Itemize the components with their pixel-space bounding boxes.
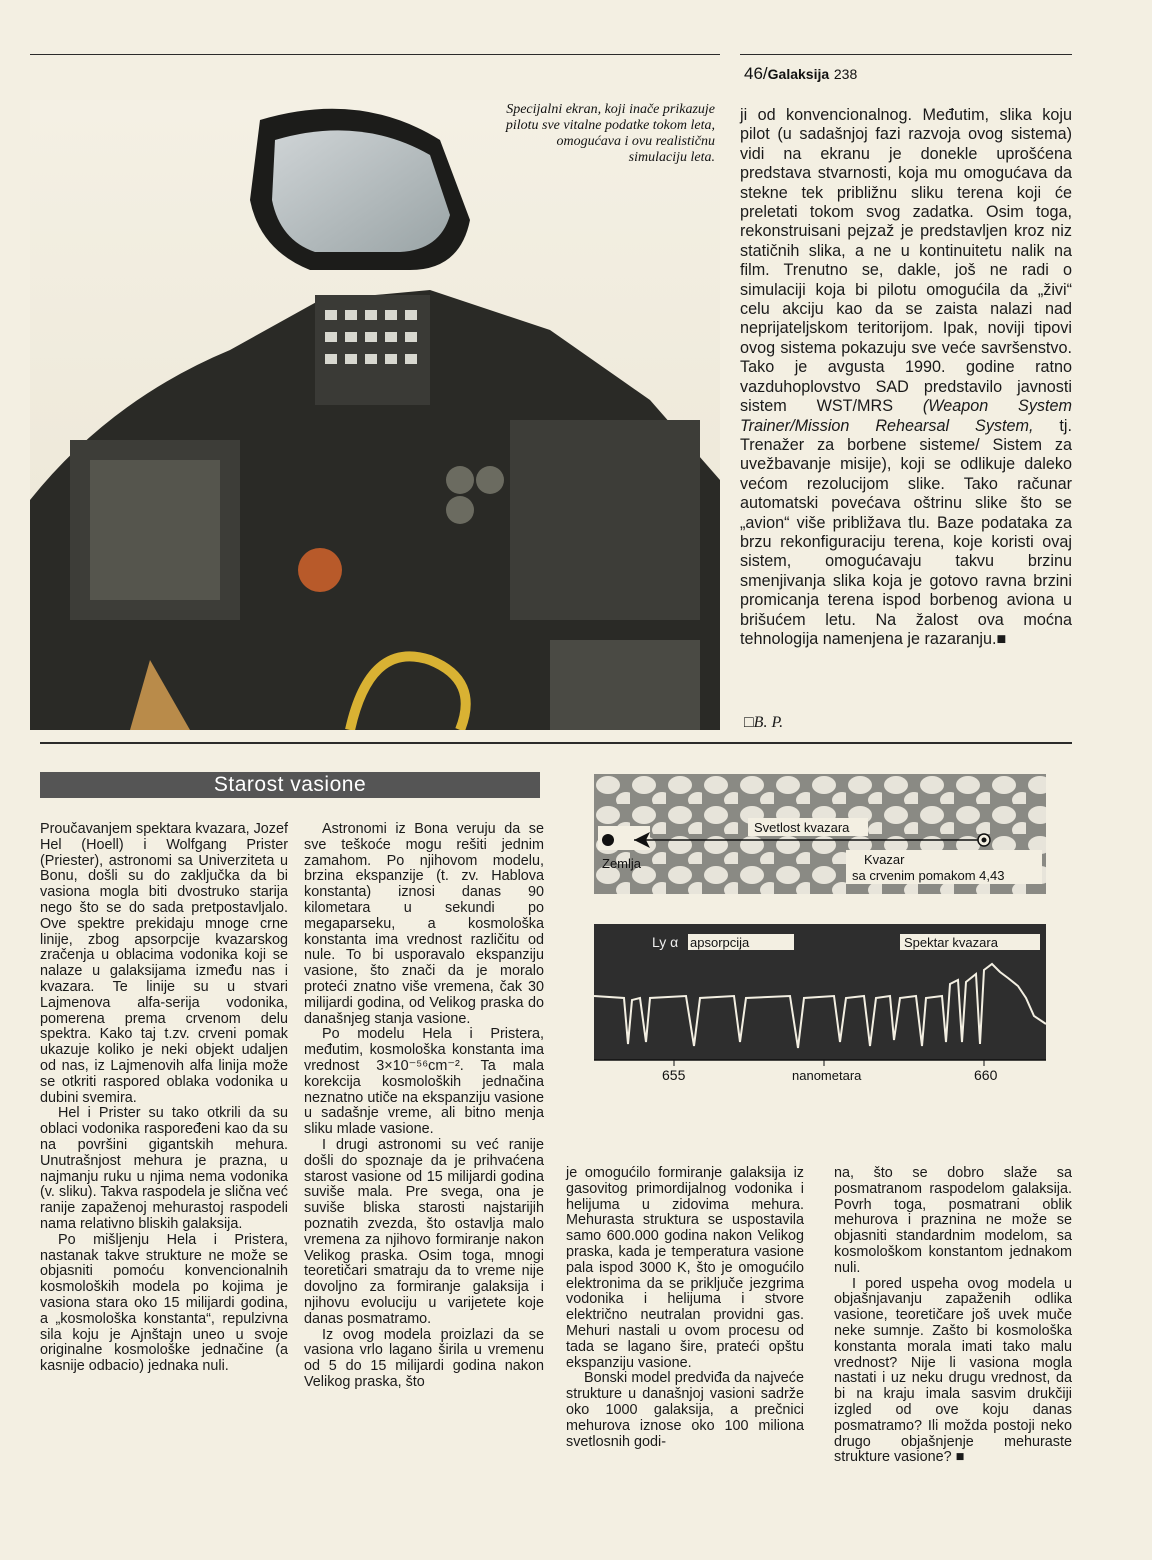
top-article-paragraph: ji od konvencionalnog. Međutim, slika koju pilot (u sadašnjoj fazi razvoja ovog sistema) vidi na ekranu je donekle uprošćena predstava stvarnosti, koja mu omogućava da stekne tek približnu sliku terena koji će preletati tokom svog zadatka. Osim toga, rekonstruisani pejzaž je predstavljen kroz niz statičnih slika, a ne u kontinuitetu nalik na film. Trenutno se, dakle, još ne radi o simulaciji koja bi pilotu omogućila da „živi“ celu akciju kao da se zaista nalazi nad neprijateljskom teritorijom. Ipak, noviji tipovi ovog sistema pokazuju sve veće savršenstvo. Tako je avgusta 1990. godine ratno vazduhoplovstvo SAD predstavilo javnosti sistem WST/MRS (Weapon System Trainer/Mission Rehearsal System, tj. Trenažer za borbene sisteme/ Sistem za uvežbavanje misije), koji se odlikuje daleko većom rezolucijom slike. Tako računar automatski povećava oštrinu slike što se „avion“ više približava tlu. Baze podataka za brzu rekonfiguraciju terena, koje koristi ovaj sistem, omogućavaju takvu brzinu smenjivanja slika koja je gotovo ravna brzini promicanja terena ispod borbenog aviona u brišućem letu. Na žalost ova moćna tehnologija namenjena je razaranju.■ [740,106,1072,648]
top-rule-left [30,54,720,55]
top-article-text-cont: tj. Trenažer za borbene sisteme/ Sistem za uvežbavanje misije), koji se odlikuje daleko većom rezolucijom slike. Tako računar automatski povećava oštrinu slike što se „avion“ više približava tlu. Baze podataka za brzu rekonfiguraciju terena, koje koristi ovaj sistem, omogućavaju takvu brzinu smenjivanja slika koja je gotovo ravna brzini promicanja terena ispod borbenog aviona u brišućem letu. Na žalost ova moćna tehnologija namenjena je razaranju. [740,416,1072,648]
col4-paragraph-2-text: I pored uspeha ovog modela u objašnjavanju zapaženih odlika vasione, teoretičare još uvek muče neke sumnje. Zašto bi kosmološka konstanta morala imati tako malu vrednost? Nije li vasiona mogla nastati i uz neku drugu vrednost, da bi na kraju imala sasvim drukčiji izgled od ove koju danas posmatramo? Ili možda postoji neko drugo objašnjenje mehuraste strukture vasione? [834,1275,1072,1466]
article-column-1 [40,822,288,1375]
top-rule-right [740,54,1072,55]
col4-paragraph-2: I pored uspeha ovog modela u objašnjavanju zapaženih odlika vasione, teoretičare još uvek muče neke sumnje. Zašto bi kosmološka konstanta morala imati tako malu vrednost? Nije li vasiona mogla nastati i uz neku drugu vrednost, da bi na kraju imala sasvim drukčiji izgled od ove koju danas posmatramo? Ili možda postoji neko drugo objašnjenje mehuraste strukture vasione? ■ [834,1275,1072,1466]
top-article-italic: (Weapon System Trainer/Mission Rehearsal System, [740,397,1072,435]
absorption-label: apsorpcija [690,935,750,950]
issue-number: 238 [833,66,858,82]
col1-paragraph-1: Proučavanjem spektara kvazara, Jozef Hel (Hoell) i Wolfgang Prister (Priester), astronomi sa Univerziteta u Bonu, došli su do zaključka da bi vasiona mogla biti dvostruko starija nego što se do sada pretpostavljalo. Ove spektre prekidaju mnoge crne linije, zbog apsorpcije kvazarskog zračenja u oblacima vodonika koji se nalaze u galaksijama između nas i kvazara. Te linije su u stvari Lajmenova alfa-serija vodonika, pomerena prema crvenom delu spektra. Kako taj t.zv. crveni pomak ukazuje koliko je neki objekt udaljen od nas, iz Lajmenovih alfa linija može se otkriti raspored oblaka vodonika u dubini svemira. [40,821,288,1106]
col2-paragraph-4: Iz ovog modela proizlazi da se vasiona vrlo lagano širila u vremenu od 5 do 15 milijardi godina nakon Velikog praska, što [304,1326,544,1390]
light-label: Svetlost kvazara [754,820,850,835]
col3-paragraph-2: Bonski model predviđa da najveće strukture u današnjoj vasioni sadrže oko 1000 galaksija, a prečnici mehurova iznose oko 100 miliona svetlosnih godi- [566,1370,804,1450]
col2-paragraph-1: Astronomi iz Bona veruju da se sve teškoće mogu rešiti jednim zamahom. Po njihovom modelu, brzina ekspanzije (t. zv. Hablova konstanta) iznosi danas 90 kilometara u sekundi po megaparseku, a kosmološka konstanta ima vrednost različitu od nule. To bi usporavalo ekspanziju vasione, što znači da je moralo proteći znatno više vremena, čak 30 milijardi godina, od Velikog praska do današnjeg stanja vasione. [304,821,544,1027]
col1-paragraph-3: Po mišljenju Hela i Pristera, nastanak takve strukture ne može se objasniti pomoću konvencionalnih kosmoloških modela po kojima je vasiona stara oko 15 milijardi godina, a „kosmološka konstanta“, repulzivna sila koju je Ajnštajn uneo u svoje originalne kosmološke jednačine (a kasnije odbacio) jednaka nuli. [40,1231,288,1375]
article-column-2 [304,822,544,1391]
top-article-text: ji od konvencionalnog. Međutim, slika koju pilot (u sadašnjoj fazi razvoja ovog sistema) vidi na ekranu je donekle uprošćena predstava stvarnosti, koja mu omogućava da stekne tek približnu sliku terena koji će preletati tokom svog zadatka. Osim toga, rekonstruisani pejzaž je predstavljen kroz niz statičnih slika, a ne u kontinuitetu nalik na film. Trenutno se, dakle, još ne radi o simulaciji koja bi pilotu omogućila da „živi“ celu akciju kao da se zaista nalazi nad neprijateljskom teritorijom. Ipak, noviji tipovi ovog sistema pokazuju sve veće savršenstvo. Tako je avgusta 1990. godine ratno vazduhoplovstvo SAD predstavilo javnosti sistem WST/MRS [740,106,1072,416]
article-title: Starost vasione [40,772,540,798]
tick-655: 655 [662,1067,686,1083]
quasar-light-diagram [594,774,1046,894]
section-rule [40,742,1072,744]
photo-caption: Specijalni ekran, koji inače prikazuje pilotu sve vitalne podatke tokom leta, omogućava i ovu realističnu simulaciju leta. [505,102,715,165]
quasar-spectrum [594,924,1046,1084]
col4-paragraph-1: na, što se dobro slaže sa posmatranom raspodelom galaksija. Povrh toga, posmatrani oblik mehurova i praznina ne može se objasniti standardnim modelom, sa kosmološkom konstantom jednakom nuli. [834,1165,1072,1276]
top-article-signature: □B. P. [744,714,784,731]
col2-paragraph-2: Po modelu Hela i Pristera, međutim, kosmološka konstanta ima vrednost 3×10⁻⁵⁶cm⁻². Ta mala korekcija kosmoloških jednačina neznatno utiče na ekspanziju vasione u sadašnje vreme, ali bitno menja sliku mlade vasione. [304,1026,544,1138]
magazine-name: Galaksija [767,66,830,82]
quasar-label: Kvazar [864,852,905,867]
page-number: 46/ [744,64,768,83]
spectrum-label: Spektar kvazara [904,935,998,950]
redshift-label: sa crvenim pomakom 4,43 [852,868,1005,883]
cockpit-photo [30,100,720,730]
earth-label: Zemlja [602,856,642,871]
lya-label: Ly α [652,934,679,950]
tick-660: 660 [974,1067,998,1083]
col1-paragraph-2: Hel i Prister su tako otkrili da su oblaci vodonika raspoređeni kao da su na površini gigantskih mehura. Unutrašnjost mehura je prazna, u najmanju ruku u njima nema vodonika (v. sliku). Takva raspodela je slična već ranije zapaženoj mehurastoj raspodeli nama relativno bliskih galaksija. [40,1105,288,1232]
article-column-4 [834,1166,1072,1466]
unit-label: nanometara [792,1068,862,1083]
col3-paragraph-1: je omogućilo formiranje galaksija iz gasovitog primordijalnog vodonika i helijuma u zidovima mehura. Mehurasta struktura se uspostavila samo 600.000 godina nakon Velikog praska, kada je temperatura vasione pala ispod 3000 K, što je omogućilo elektronima da se priključe jezgrima vodonika i helijuma i stvore električno neutralan providni gas. Mehuri nastali u ovom procesu od tada se lagano šire, prateći opštu ekspanziju vasione. [566,1165,804,1371]
page-header [744,64,857,84]
article-column-3 [566,1166,804,1450]
top-article-column [740,106,1072,649]
col2-paragraph-3: I drugi astronomi su već ranije došli do spoznaje da je prihvaćena starost vasione od 15 milijardi godina suviše mala. Pre svega, ona je suviše bliska starosti najstarijih poznatih zvezda, što ostavlja malo vremena za njihovo formiranje nakon Velikog praska. Osim toga, mnogi teoretičari smatraju da to vreme nije dovoljno za formiranje galaksija i njihovu evoluciju u varijetete koje danas posmatramo. [304,1136,544,1327]
